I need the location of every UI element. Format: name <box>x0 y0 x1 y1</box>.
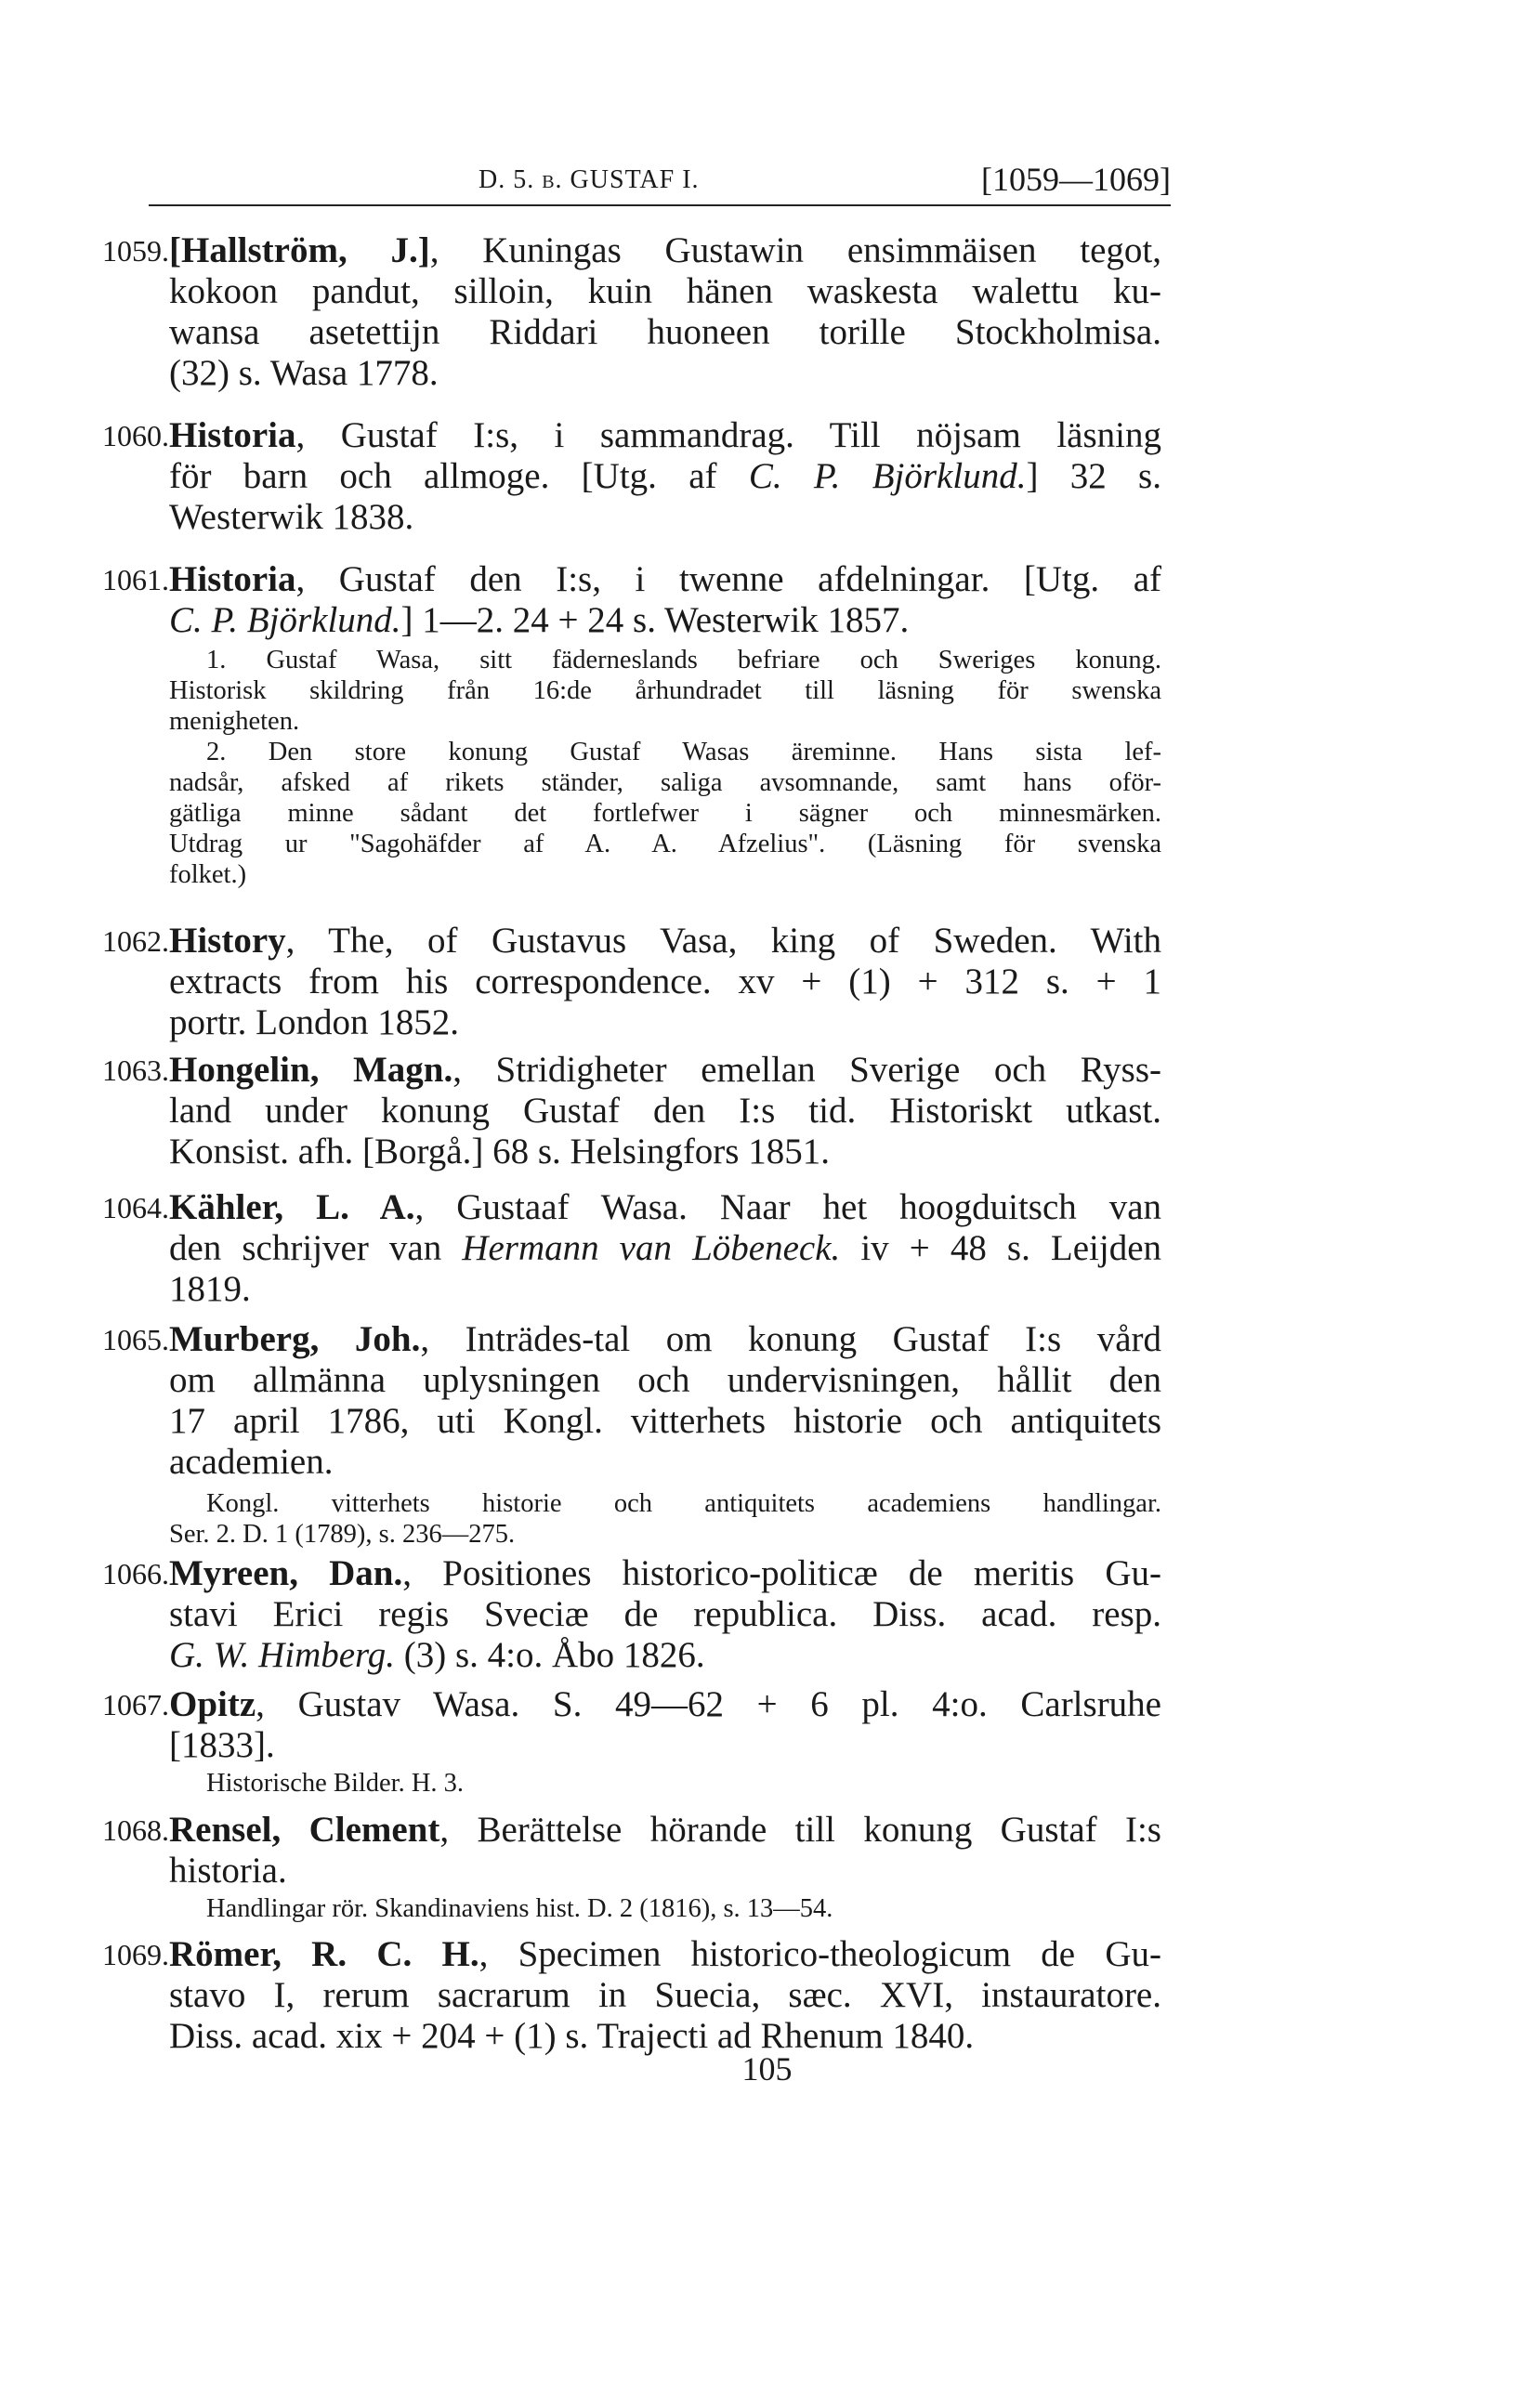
entry-line: Opitz, Gustav Wasa. S. 49—62 + 6 pl. 4:o. Carlsruhe <box>169 1684 1161 1724</box>
entry-title: History <box>169 921 286 961</box>
section-heading: D. 5. b. GUSTAF I. <box>479 165 700 194</box>
entry-author: Rensel, Clement <box>169 1810 440 1850</box>
note-line: 1. Gustaf Wasa, sitt fäderneslands befriare och Sweriges konung. <box>206 646 1161 674</box>
entry-line: 17 april 1786, uti Kongl. vitterhets historie och antiquitets <box>169 1401 1161 1441</box>
entry-note <box>169 645 1161 890</box>
note-line: Historische Bilder. H. 3. <box>206 1769 465 1798</box>
entry-line: historia. <box>169 1851 287 1891</box>
entry-line: land under konung Gustaf den I:s tid. Historiskt utkast. <box>169 1091 1161 1131</box>
entry-line: Konsist. afh. [Borgå.] 68 s. Helsingfors 1851. <box>169 1132 830 1171</box>
entry-note <box>169 1488 1161 1550</box>
note-line: Historisk skildring från 16:de århundradet till läsning för swenska <box>169 676 1161 705</box>
entry-text <box>169 1553 1161 1676</box>
note-line: Utdrag ur "Sagohäfder af A. A. Afzelius". (Läsning för svenska <box>169 830 1161 858</box>
entry-author: Myreen, Dan. <box>169 1553 403 1593</box>
entry-author: Kähler, L. A. <box>169 1187 415 1227</box>
entry-number: 1059. <box>102 234 169 268</box>
entry-text <box>169 921 1161 1043</box>
entry-line: Rensel, Clement, Berättelse hörande till konung Gustaf I:s <box>169 1810 1161 1850</box>
entry-line: History, The, of Gustavus Vasa, king of Sweden. With <box>169 921 1161 961</box>
entry-number: 1065. <box>102 1323 169 1356</box>
entry-text <box>169 1934 1161 2057</box>
entry-line: [1833]. <box>169 1725 275 1765</box>
editor-name: C. P. Björklund. <box>748 456 1027 496</box>
entry-note <box>169 1893 1161 1924</box>
note-line: Handlingar rör. Skandinaviens hist. D. 2 (1816), s. 13—54. <box>206 1894 833 1923</box>
entry-author: [Hallström, J.] <box>169 230 430 270</box>
entry-line: den schrijver van Hermann van Löbeneck. iv + 48 s. Leijden <box>169 1228 1162 1268</box>
entry-line: kokoon pandut, silloin, kuin hänen waskesta walettu ku- <box>169 271 1161 311</box>
page-number: 105 <box>741 2050 793 2087</box>
entry-text <box>169 1810 1161 1891</box>
entry-line: wansa asetettijn Riddari huoneen torille Stockholmisa. <box>169 312 1161 352</box>
entry-line: Historia, Gustaf den I:s, i twenne afdelningar. [Utg. af <box>169 559 1161 599</box>
entry-line: C. P. Björklund.] 1—2. 24 + 24 s. Westerwik 1857. <box>169 600 910 640</box>
note-line: menigheten. <box>169 707 300 736</box>
entry-line: Römer, R. C. H., Specimen historico-theologicum de Gu- <box>169 1934 1162 1974</box>
entry-line: om allmänna uplysningen och undervisningen, hållit den <box>169 1360 1161 1400</box>
entry-text <box>169 1050 1161 1172</box>
entry-author: Murberg, Joh. <box>169 1319 421 1359</box>
entry-line: för barn och allmoge. [Utg. af C. P. Björklund.] 32 s. <box>169 456 1161 496</box>
header-rule <box>149 204 1171 206</box>
editor-name: C. P. Björklund. <box>169 600 401 640</box>
entry-author: Opitz <box>169 1684 256 1724</box>
entry-range: [1059—1069] <box>981 161 1171 198</box>
entry-text <box>169 559 1161 641</box>
entry-text <box>169 1319 1161 1483</box>
entry-note <box>169 1768 1161 1799</box>
note-line: Kongl. vitterhets historie och antiquitets academiens handlingar. <box>206 1489 1161 1518</box>
entry-text <box>169 1187 1161 1310</box>
entry-line: stavi Erici regis Sveciæ de republica. Diss. acad. resp. <box>169 1594 1161 1634</box>
entry-line: [Hallström, J.], Kuningas Gustawin ensimmäisen tegot, <box>169 230 1161 270</box>
entry-number: 1069. <box>102 1938 169 1971</box>
entry-line: Kähler, L. A., Gustaaf Wasa. Naar het hoogduitsch van <box>169 1187 1162 1227</box>
entry-line: Murberg, Joh., Inträdes-tal om konung Gustaf I:s vård <box>169 1319 1162 1359</box>
entry-title: Historia <box>169 559 296 599</box>
entry-line: Diss. acad. xix + 204 + (1) s. Trajecti ad Rhenum 1840. <box>169 2016 975 2056</box>
entry-line: (32) s. Wasa 1778. <box>169 353 439 393</box>
entry-line: portr. London 1852. <box>169 1002 459 1042</box>
referenced-work: Hermann van Löbeneck. <box>462 1228 841 1268</box>
entry-text <box>169 415 1161 538</box>
entry-number: 1064. <box>102 1191 169 1224</box>
note-line: 2. Den store konung Gustaf Wasas äreminne. Hans sista lef- <box>206 738 1161 766</box>
entry-number: 1061. <box>102 563 169 596</box>
entry-line: extracts from his correspondence. xv + (1) + 312 s. + 1 <box>169 962 1161 1001</box>
entry-line: 1819. <box>169 1269 251 1309</box>
entry-line: Westerwik 1838. <box>169 497 414 537</box>
entry-text <box>169 230 1161 394</box>
entry-number: 1062. <box>102 924 169 958</box>
entry-author: Hongelin, Magn. <box>169 1050 453 1090</box>
entry-line: G. W. Himberg. (3) s. 4:o. Åbo 1826. <box>169 1635 705 1675</box>
running-header <box>149 156 1171 203</box>
entry-number: 1063. <box>102 1054 169 1087</box>
entry-line: Historia, Gustaf I:s, i sammandrag. Till nöjsam läsning <box>169 415 1161 455</box>
entry-line: academien. <box>169 1442 334 1482</box>
entry-number: 1060. <box>102 419 169 452</box>
entry-author: Römer, R. C. H. <box>169 1934 479 1974</box>
entry-title: Historia <box>169 415 296 455</box>
entry-line: Myreen, Dan., Positiones historico-politicæ de meritis Gu- <box>169 1553 1161 1593</box>
respondent-name: G. W. Himberg. <box>169 1635 396 1675</box>
entry-line: Hongelin, Magn., Stridigheter emellan Sverige och Ryss- <box>169 1050 1161 1090</box>
entry-line: stavo I, rerum sacrarum in Suecia, sæc. XVI, instauratore. <box>169 1975 1161 2015</box>
entry-number: 1067. <box>102 1688 169 1721</box>
entry-number: 1066. <box>102 1557 169 1590</box>
note-line: gätliga minne sådant det fortlefwer i sägner och minnesmärken. <box>169 799 1161 828</box>
note-line: nadsår, afsked af rikets ständer, saliga avsomnande, samt hans oför- <box>169 768 1161 797</box>
note-line: folket.) <box>169 860 247 889</box>
entry-text <box>169 1684 1161 1766</box>
note-line: Ser. 2. D. 1 (1789), s. 236—275. <box>169 1520 516 1549</box>
entry-number: 1068. <box>102 1813 169 1847</box>
